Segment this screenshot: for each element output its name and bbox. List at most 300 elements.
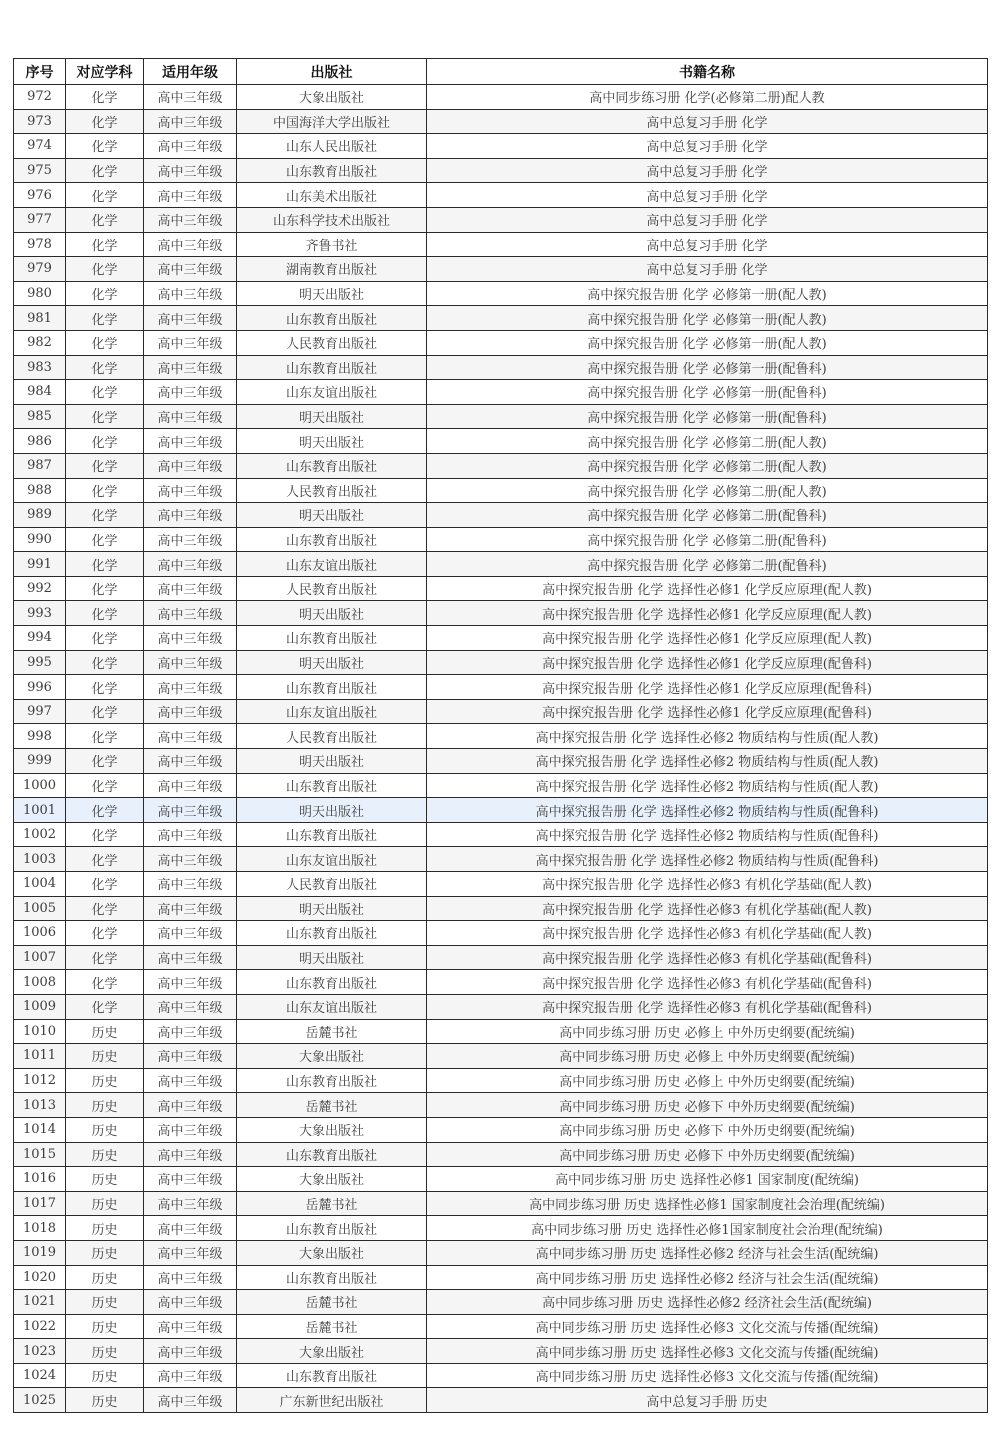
cell-book-title: 高中同步练习册 历史 选择性必修1 国家制度社会治理(配统编) bbox=[427, 1191, 988, 1216]
cell-subject: 历史 bbox=[66, 1068, 144, 1093]
cell-subject: 化学 bbox=[66, 207, 144, 232]
table-row bbox=[14, 798, 988, 823]
cell-grade: 高中三年级 bbox=[144, 134, 237, 159]
cell-seq-number: 982 bbox=[14, 330, 66, 355]
table-row bbox=[14, 1216, 988, 1241]
cell-subject: 化学 bbox=[66, 650, 144, 675]
header-publisher: 出版社 bbox=[237, 59, 427, 85]
cell-book-title: 高中同步练习册 历史 选择性必修2 经济社会生活(配统编) bbox=[427, 1290, 988, 1315]
table-row bbox=[14, 847, 988, 872]
cell-grade: 高中三年级 bbox=[144, 1265, 237, 1290]
cell-seq-number: 1001 bbox=[14, 798, 66, 823]
cell-grade: 高中三年级 bbox=[144, 478, 237, 503]
cell-seq-number: 1015 bbox=[14, 1142, 66, 1167]
table-row bbox=[14, 134, 988, 159]
cell-subject: 化学 bbox=[66, 921, 144, 946]
cell-publisher: 明天出版社 bbox=[237, 650, 427, 675]
cell-seq-number: 1019 bbox=[14, 1240, 66, 1265]
cell-publisher: 山东友谊出版社 bbox=[237, 552, 427, 577]
cell-grade: 高中三年级 bbox=[144, 601, 237, 626]
cell-grade: 高中三年级 bbox=[144, 626, 237, 651]
cell-subject: 化学 bbox=[66, 158, 144, 183]
cell-grade: 高中三年级 bbox=[144, 232, 237, 257]
table-row bbox=[14, 699, 988, 724]
cell-seq-number: 1002 bbox=[14, 822, 66, 847]
cell-book-title: 高中总复习手册 化学 bbox=[427, 207, 988, 232]
cell-subject: 化学 bbox=[66, 724, 144, 749]
cell-subject: 化学 bbox=[66, 109, 144, 134]
cell-seq-number: 1024 bbox=[14, 1363, 66, 1388]
table-row bbox=[14, 478, 988, 503]
cell-seq-number: 1007 bbox=[14, 945, 66, 970]
cell-book-title: 高中探究报告册 化学 选择性必修1 化学反应原理(配人教) bbox=[427, 626, 988, 651]
cell-grade: 高中三年级 bbox=[144, 1314, 237, 1339]
header-row bbox=[14, 59, 988, 85]
cell-book-title: 高中探究报告册 化学 必修第一册(配鲁科) bbox=[427, 355, 988, 380]
cell-publisher: 山东教育出版社 bbox=[237, 773, 427, 798]
table-row bbox=[14, 945, 988, 970]
cell-subject: 化学 bbox=[66, 847, 144, 872]
table-row bbox=[14, 453, 988, 478]
cell-subject: 历史 bbox=[66, 1216, 144, 1241]
cell-grade: 高中三年级 bbox=[144, 1191, 237, 1216]
cell-publisher: 中国海洋大学出版社 bbox=[237, 109, 427, 134]
cell-book-title: 高中探究报告册 化学 选择性必修3 有机化学基础(配鲁科) bbox=[427, 970, 988, 995]
cell-grade: 高中三年级 bbox=[144, 281, 237, 306]
cell-book-title: 高中探究报告册 化学 选择性必修2 物质结构与性质(配鲁科) bbox=[427, 847, 988, 872]
cell-publisher: 山东教育出版社 bbox=[237, 626, 427, 651]
cell-book-title: 高中探究报告册 化学 必修第二册(配人教) bbox=[427, 429, 988, 454]
table-row bbox=[14, 724, 988, 749]
cell-publisher: 山东教育出版社 bbox=[237, 453, 427, 478]
cell-seq-number: 980 bbox=[14, 281, 66, 306]
cell-publisher: 湖南教育出版社 bbox=[237, 257, 427, 282]
cell-book-title: 高中探究报告册 化学 必修第二册(配人教) bbox=[427, 478, 988, 503]
cell-seq-number: 972 bbox=[14, 85, 66, 110]
cell-subject: 历史 bbox=[66, 1142, 144, 1167]
cell-grade: 高中三年级 bbox=[144, 650, 237, 675]
cell-book-title: 高中同步练习册 历史 选择性必修2 经济与社会生活(配统编) bbox=[427, 1240, 988, 1265]
cell-grade: 高中三年级 bbox=[144, 1044, 237, 1069]
cell-book-title: 高中探究报告册 化学 选择性必修1 化学反应原理(配人教) bbox=[427, 601, 988, 626]
cell-subject: 化学 bbox=[66, 970, 144, 995]
cell-publisher: 齐鲁书社 bbox=[237, 232, 427, 257]
cell-grade: 高中三年级 bbox=[144, 503, 237, 528]
cell-grade: 高中三年级 bbox=[144, 257, 237, 282]
cell-publisher: 大象出版社 bbox=[237, 1167, 427, 1192]
table-row bbox=[14, 1240, 988, 1265]
cell-book-title: 高中同步练习册 历史 必修上 中外历史纲要(配统编) bbox=[427, 1019, 988, 1044]
cell-seq-number: 987 bbox=[14, 453, 66, 478]
cell-subject: 化学 bbox=[66, 798, 144, 823]
table-row bbox=[14, 1290, 988, 1315]
cell-grade: 高中三年级 bbox=[144, 527, 237, 552]
cell-publisher: 山东教育出版社 bbox=[237, 675, 427, 700]
cell-publisher: 山东教育出版社 bbox=[237, 1216, 427, 1241]
cell-publisher: 岳麓书社 bbox=[237, 1290, 427, 1315]
cell-subject: 历史 bbox=[66, 1363, 144, 1388]
cell-seq-number: 990 bbox=[14, 527, 66, 552]
table-row bbox=[14, 306, 988, 331]
table-row bbox=[14, 576, 988, 601]
cell-subject: 历史 bbox=[66, 1191, 144, 1216]
cell-seq-number: 1013 bbox=[14, 1093, 66, 1118]
cell-book-title: 高中总复习手册 化学 bbox=[427, 109, 988, 134]
table-row bbox=[14, 650, 988, 675]
cell-publisher: 山东教育出版社 bbox=[237, 921, 427, 946]
book-list-table bbox=[13, 58, 988, 1413]
cell-subject: 化学 bbox=[66, 822, 144, 847]
cell-seq-number: 988 bbox=[14, 478, 66, 503]
cell-subject: 化学 bbox=[66, 232, 144, 257]
table-row bbox=[14, 429, 988, 454]
cell-book-title: 高中同步练习册 历史 选择性必修3 文化交流与传播(配统编) bbox=[427, 1339, 988, 1364]
cell-book-title: 高中同步练习册 历史 必修下 中外历史纲要(配统编) bbox=[427, 1117, 988, 1142]
table-row bbox=[14, 85, 988, 110]
cell-grade: 高中三年级 bbox=[144, 330, 237, 355]
cell-book-title: 高中探究报告册 化学 选择性必修3 有机化学基础(配人教) bbox=[427, 896, 988, 921]
table-row bbox=[14, 552, 988, 577]
cell-publisher: 山东教育出版社 bbox=[237, 970, 427, 995]
cell-publisher: 明天出版社 bbox=[237, 503, 427, 528]
cell-book-title: 高中探究报告册 化学 选择性必修3 有机化学基础(配鲁科) bbox=[427, 945, 988, 970]
table-body bbox=[14, 85, 988, 1413]
table-row bbox=[14, 1019, 988, 1044]
cell-publisher: 山东教育出版社 bbox=[237, 527, 427, 552]
cell-subject: 化学 bbox=[66, 478, 144, 503]
cell-publisher: 人民教育出版社 bbox=[237, 724, 427, 749]
cell-publisher: 明天出版社 bbox=[237, 945, 427, 970]
cell-book-title: 高中同步练习册 历史 选择性必修2 经济与社会生活(配统编) bbox=[427, 1265, 988, 1290]
cell-subject: 化学 bbox=[66, 281, 144, 306]
cell-subject: 化学 bbox=[66, 749, 144, 774]
cell-seq-number: 984 bbox=[14, 380, 66, 405]
cell-subject: 化学 bbox=[66, 699, 144, 724]
header-seq-number: 序号 bbox=[14, 59, 66, 85]
cell-seq-number: 983 bbox=[14, 355, 66, 380]
table-row bbox=[14, 1044, 988, 1069]
cell-grade: 高中三年级 bbox=[144, 1142, 237, 1167]
cell-publisher: 山东友谊出版社 bbox=[237, 380, 427, 405]
cell-grade: 高中三年级 bbox=[144, 872, 237, 897]
cell-publisher: 岳麓书社 bbox=[237, 1093, 427, 1118]
cell-subject: 历史 bbox=[66, 1019, 144, 1044]
cell-publisher: 山东美术出版社 bbox=[237, 183, 427, 208]
cell-subject: 化学 bbox=[66, 896, 144, 921]
cell-book-title: 高中同步练习册 历史 选择性必修1国家制度社会治理(配统编) bbox=[427, 1216, 988, 1241]
cell-grade: 高中三年级 bbox=[144, 1240, 237, 1265]
cell-publisher: 山东教育出版社 bbox=[237, 1265, 427, 1290]
table-row bbox=[14, 1363, 988, 1388]
table-row bbox=[14, 970, 988, 995]
cell-subject: 化学 bbox=[66, 503, 144, 528]
cell-grade: 高中三年级 bbox=[144, 1339, 237, 1364]
cell-grade: 高中三年级 bbox=[144, 699, 237, 724]
cell-subject: 化学 bbox=[66, 257, 144, 282]
table-row bbox=[14, 257, 988, 282]
cell-grade: 高中三年级 bbox=[144, 1093, 237, 1118]
table-row bbox=[14, 1068, 988, 1093]
cell-grade: 高中三年级 bbox=[144, 994, 237, 1019]
cell-grade: 高中三年级 bbox=[144, 453, 237, 478]
cell-seq-number: 997 bbox=[14, 699, 66, 724]
cell-book-title: 高中探究报告册 化学 选择性必修1 化学反应原理(配鲁科) bbox=[427, 650, 988, 675]
cell-book-title: 高中探究报告册 化学 选择性必修3 有机化学基础(配人教) bbox=[427, 921, 988, 946]
table-row bbox=[14, 158, 988, 183]
cell-seq-number: 999 bbox=[14, 749, 66, 774]
cell-subject: 化学 bbox=[66, 380, 144, 405]
cell-book-title: 高中探究报告册 化学 必修第二册(配鲁科) bbox=[427, 503, 988, 528]
cell-subject: 化学 bbox=[66, 85, 144, 110]
cell-grade: 高中三年级 bbox=[144, 380, 237, 405]
cell-grade: 高中三年级 bbox=[144, 773, 237, 798]
table-row bbox=[14, 183, 988, 208]
cell-publisher: 山东教育出版社 bbox=[237, 306, 427, 331]
cell-publisher: 人民教育出版社 bbox=[237, 576, 427, 601]
cell-seq-number: 1004 bbox=[14, 872, 66, 897]
cell-seq-number: 1011 bbox=[14, 1044, 66, 1069]
cell-seq-number: 1000 bbox=[14, 773, 66, 798]
table-row bbox=[14, 380, 988, 405]
cell-publisher: 明天出版社 bbox=[237, 749, 427, 774]
cell-grade: 高中三年级 bbox=[144, 798, 237, 823]
table-row bbox=[14, 1314, 988, 1339]
cell-grade: 高中三年级 bbox=[144, 552, 237, 577]
table-row bbox=[14, 1167, 988, 1192]
cell-grade: 高中三年级 bbox=[144, 207, 237, 232]
cell-grade: 高中三年级 bbox=[144, 724, 237, 749]
header-book-title: 书籍名称 bbox=[427, 59, 988, 85]
cell-book-title: 高中探究报告册 化学 必修第一册(配鲁科) bbox=[427, 380, 988, 405]
cell-subject: 化学 bbox=[66, 773, 144, 798]
cell-subject: 历史 bbox=[66, 1240, 144, 1265]
cell-book-title: 高中探究报告册 化学 必修第二册(配鲁科) bbox=[427, 552, 988, 577]
cell-book-title: 高中总复习手册 化学 bbox=[427, 134, 988, 159]
cell-subject: 化学 bbox=[66, 429, 144, 454]
cell-publisher: 山东教育出版社 bbox=[237, 158, 427, 183]
cell-publisher: 广东新世纪出版社 bbox=[237, 1388, 427, 1413]
cell-publisher: 明天出版社 bbox=[237, 601, 427, 626]
cell-subject: 化学 bbox=[66, 872, 144, 897]
cell-grade: 高中三年级 bbox=[144, 158, 237, 183]
cell-book-title: 高中探究报告册 化学 必修第一册(配人教) bbox=[427, 281, 988, 306]
cell-book-title: 高中探究报告册 化学 选择性必修1 化学反应原理(配鲁科) bbox=[427, 699, 988, 724]
cell-grade: 高中三年级 bbox=[144, 921, 237, 946]
cell-seq-number: 977 bbox=[14, 207, 66, 232]
cell-subject: 历史 bbox=[66, 1117, 144, 1142]
cell-seq-number: 978 bbox=[14, 232, 66, 257]
cell-publisher: 人民教育出版社 bbox=[237, 330, 427, 355]
cell-seq-number: 994 bbox=[14, 626, 66, 651]
cell-seq-number: 1018 bbox=[14, 1216, 66, 1241]
cell-subject: 化学 bbox=[66, 453, 144, 478]
table-row bbox=[14, 773, 988, 798]
table-row bbox=[14, 1142, 988, 1167]
cell-seq-number: 974 bbox=[14, 134, 66, 159]
cell-grade: 高中三年级 bbox=[144, 85, 237, 110]
cell-publisher: 明天出版社 bbox=[237, 429, 427, 454]
header-grade: 适用年级 bbox=[144, 59, 237, 85]
table-row bbox=[14, 1265, 988, 1290]
cell-subject: 历史 bbox=[66, 1167, 144, 1192]
cell-book-title: 高中探究报告册 化学 选择性必修2 物质结构与性质(配鲁科) bbox=[427, 798, 988, 823]
table-row bbox=[14, 404, 988, 429]
cell-publisher: 山东友谊出版社 bbox=[237, 847, 427, 872]
table-row bbox=[14, 1339, 988, 1364]
cell-grade: 高中三年级 bbox=[144, 896, 237, 921]
cell-publisher: 岳麓书社 bbox=[237, 1314, 427, 1339]
cell-seq-number: 1003 bbox=[14, 847, 66, 872]
cell-book-title: 高中探究报告册 化学 选择性必修1 化学反应原理(配鲁科) bbox=[427, 675, 988, 700]
cell-publisher: 山东教育出版社 bbox=[237, 1068, 427, 1093]
cell-grade: 高中三年级 bbox=[144, 1167, 237, 1192]
table-row bbox=[14, 921, 988, 946]
table-row bbox=[14, 207, 988, 232]
cell-seq-number: 1022 bbox=[14, 1314, 66, 1339]
cell-publisher: 山东人民出版社 bbox=[237, 134, 427, 159]
cell-publisher: 大象出版社 bbox=[237, 1044, 427, 1069]
table-row bbox=[14, 896, 988, 921]
cell-publisher: 山东教育出版社 bbox=[237, 355, 427, 380]
cell-publisher: 山东友谊出版社 bbox=[237, 699, 427, 724]
cell-subject: 化学 bbox=[66, 626, 144, 651]
cell-book-title: 高中同步练习册 历史 必修下 中外历史纲要(配统编) bbox=[427, 1093, 988, 1118]
cell-book-title: 高中探究报告册 化学 必修第一册(配鲁科) bbox=[427, 404, 988, 429]
cell-subject: 历史 bbox=[66, 1093, 144, 1118]
cell-publisher: 大象出版社 bbox=[237, 1339, 427, 1364]
cell-grade: 高中三年级 bbox=[144, 945, 237, 970]
cell-subject: 化学 bbox=[66, 552, 144, 577]
cell-book-title: 高中探究报告册 化学 选择性必修2 物质结构与性质(配鲁科) bbox=[427, 822, 988, 847]
cell-grade: 高中三年级 bbox=[144, 1019, 237, 1044]
cell-subject: 化学 bbox=[66, 527, 144, 552]
cell-grade: 高中三年级 bbox=[144, 576, 237, 601]
cell-publisher: 山东教育出版社 bbox=[237, 1363, 427, 1388]
cell-subject: 化学 bbox=[66, 330, 144, 355]
cell-grade: 高中三年级 bbox=[144, 1216, 237, 1241]
cell-seq-number: 1010 bbox=[14, 1019, 66, 1044]
cell-seq-number: 996 bbox=[14, 675, 66, 700]
cell-book-title: 高中探究报告册 化学 选择性必修3 有机化学基础(配鲁科) bbox=[427, 994, 988, 1019]
cell-seq-number: 1014 bbox=[14, 1117, 66, 1142]
cell-grade: 高中三年级 bbox=[144, 355, 237, 380]
cell-grade: 高中三年级 bbox=[144, 1068, 237, 1093]
cell-publisher: 岳麓书社 bbox=[237, 1019, 427, 1044]
cell-subject: 历史 bbox=[66, 1044, 144, 1069]
cell-seq-number: 981 bbox=[14, 306, 66, 331]
cell-publisher: 山东科学技术出版社 bbox=[237, 207, 427, 232]
cell-book-title: 高中同步练习册 历史 必修上 中外历史纲要(配统编) bbox=[427, 1068, 988, 1093]
table-row bbox=[14, 1117, 988, 1142]
cell-seq-number: 979 bbox=[14, 257, 66, 282]
cell-seq-number: 985 bbox=[14, 404, 66, 429]
cell-publisher: 大象出版社 bbox=[237, 1117, 427, 1142]
table-row bbox=[14, 994, 988, 1019]
cell-seq-number: 1008 bbox=[14, 970, 66, 995]
cell-subject: 历史 bbox=[66, 1290, 144, 1315]
cell-seq-number: 995 bbox=[14, 650, 66, 675]
cell-seq-number: 1005 bbox=[14, 896, 66, 921]
table-row bbox=[14, 601, 988, 626]
header-subject: 对应学科 bbox=[66, 59, 144, 85]
cell-subject: 化学 bbox=[66, 675, 144, 700]
cell-publisher: 人民教育出版社 bbox=[237, 478, 427, 503]
cell-book-title: 高中探究报告册 化学 必修第一册(配人教) bbox=[427, 330, 988, 355]
table-row bbox=[14, 355, 988, 380]
cell-publisher: 山东教育出版社 bbox=[237, 1142, 427, 1167]
cell-publisher: 人民教育出版社 bbox=[237, 872, 427, 897]
table-row bbox=[14, 749, 988, 774]
cell-seq-number: 1017 bbox=[14, 1191, 66, 1216]
cell-subject: 历史 bbox=[66, 1314, 144, 1339]
table-row bbox=[14, 232, 988, 257]
cell-book-title: 高中同步练习册 历史 选择性必修3 文化交流与传播(配统编) bbox=[427, 1363, 988, 1388]
cell-seq-number: 1021 bbox=[14, 1290, 66, 1315]
cell-book-title: 高中总复习手册 化学 bbox=[427, 257, 988, 282]
cell-book-title: 高中同步练习册 化学(必修第二册)配人教 bbox=[427, 85, 988, 110]
cell-grade: 高中三年级 bbox=[144, 109, 237, 134]
cell-grade: 高中三年级 bbox=[144, 1388, 237, 1413]
cell-publisher: 明天出版社 bbox=[237, 798, 427, 823]
cell-subject: 历史 bbox=[66, 1388, 144, 1413]
cell-grade: 高中三年级 bbox=[144, 404, 237, 429]
cell-seq-number: 1020 bbox=[14, 1265, 66, 1290]
cell-book-title: 高中探究报告册 化学 选择性必修3 有机化学基础(配人教) bbox=[427, 872, 988, 897]
cell-publisher: 明天出版社 bbox=[237, 896, 427, 921]
cell-seq-number: 976 bbox=[14, 183, 66, 208]
cell-publisher: 岳麓书社 bbox=[237, 1191, 427, 1216]
table-row bbox=[14, 1093, 988, 1118]
cell-seq-number: 993 bbox=[14, 601, 66, 626]
cell-subject: 化学 bbox=[66, 183, 144, 208]
cell-subject: 历史 bbox=[66, 1265, 144, 1290]
cell-grade: 高中三年级 bbox=[144, 1363, 237, 1388]
table-row bbox=[14, 675, 988, 700]
table-row bbox=[14, 822, 988, 847]
cell-publisher: 明天出版社 bbox=[237, 281, 427, 306]
table-row bbox=[14, 626, 988, 651]
cell-grade: 高中三年级 bbox=[144, 429, 237, 454]
table-row bbox=[14, 872, 988, 897]
cell-seq-number: 1016 bbox=[14, 1167, 66, 1192]
table-row bbox=[14, 1191, 988, 1216]
cell-seq-number: 1012 bbox=[14, 1068, 66, 1093]
table-row bbox=[14, 109, 988, 134]
cell-book-title: 高中总复习手册 化学 bbox=[427, 232, 988, 257]
cell-grade: 高中三年级 bbox=[144, 1290, 237, 1315]
cell-subject: 化学 bbox=[66, 404, 144, 429]
table-row bbox=[14, 281, 988, 306]
cell-subject: 化学 bbox=[66, 134, 144, 159]
cell-book-title: 高中总复习手册 化学 bbox=[427, 158, 988, 183]
cell-seq-number: 1006 bbox=[14, 921, 66, 946]
cell-book-title: 高中探究报告册 化学 必修第二册(配鲁科) bbox=[427, 527, 988, 552]
cell-book-title: 高中探究报告册 化学 选择性必修2 物质结构与性质(配人教) bbox=[427, 724, 988, 749]
cell-publisher: 大象出版社 bbox=[237, 85, 427, 110]
cell-grade: 高中三年级 bbox=[144, 822, 237, 847]
table-row bbox=[14, 330, 988, 355]
cell-book-title: 高中同步练习册 历史 选择性必修3 文化交流与传播(配统编) bbox=[427, 1314, 988, 1339]
cell-seq-number: 991 bbox=[14, 552, 66, 577]
cell-grade: 高中三年级 bbox=[144, 847, 237, 872]
cell-subject: 化学 bbox=[66, 355, 144, 380]
cell-grade: 高中三年级 bbox=[144, 970, 237, 995]
cell-book-title: 高中同步练习册 历史 必修上 中外历史纲要(配统编) bbox=[427, 1044, 988, 1069]
cell-seq-number: 973 bbox=[14, 109, 66, 134]
cell-seq-number: 1023 bbox=[14, 1339, 66, 1364]
cell-subject: 化学 bbox=[66, 576, 144, 601]
cell-seq-number: 986 bbox=[14, 429, 66, 454]
